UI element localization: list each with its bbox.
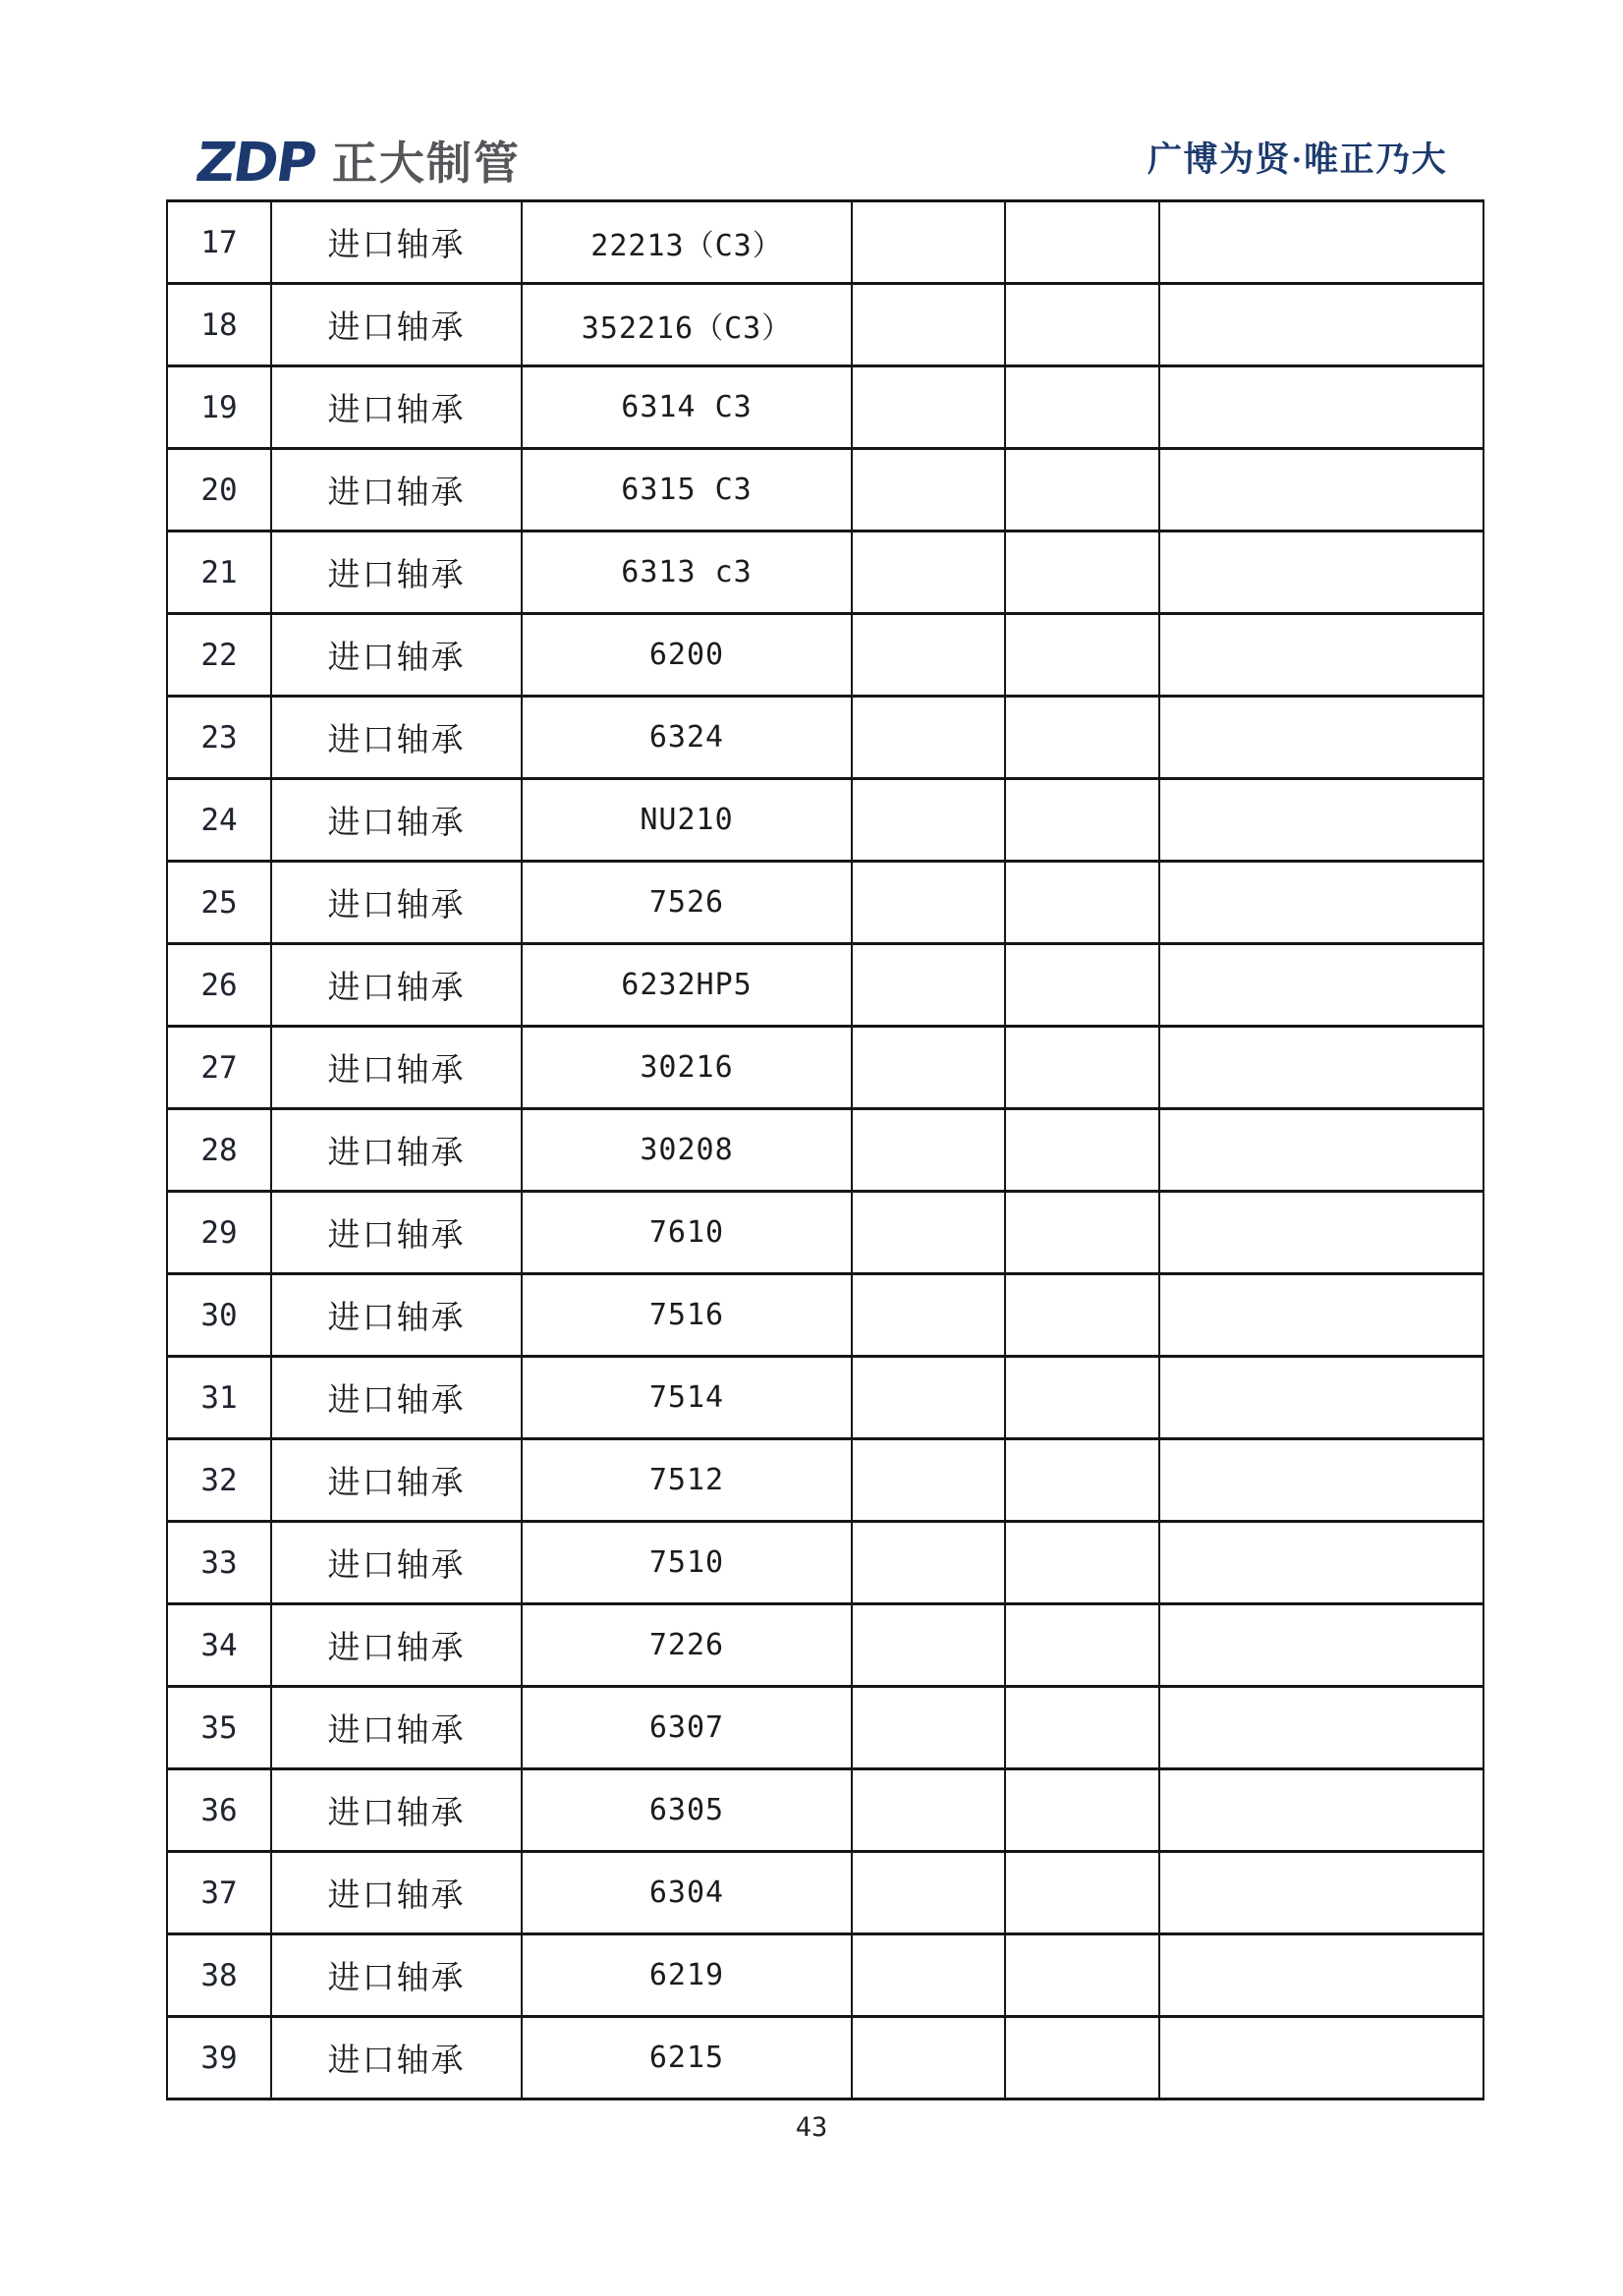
cell-empty [853,367,1006,450]
cell-model-number: NU210 [523,780,853,863]
cell-row-number: 30 [168,1275,272,1358]
cell-empty [1006,1853,1160,1935]
cell-empty [1006,615,1160,698]
bearings-table [166,199,1484,2100]
cell-item-name: 进口轴承 [272,367,523,450]
cell-empty [853,1688,1006,1770]
cell-row-number: 17 [168,202,272,285]
cell-empty [853,2018,1006,2100]
cell-empty [853,1028,1006,1110]
cell-empty [853,863,1006,945]
cell-model-number: 6307 [523,1688,853,1770]
cell-item-name: 进口轴承 [272,863,523,945]
cell-empty [1006,450,1160,532]
cell-model-number: 6232HP5 [523,945,853,1028]
cell-empty [1006,1358,1160,1440]
cell-item-name: 进口轴承 [272,1275,523,1358]
logo-zdp-mark: ZDP [192,131,319,194]
cell-empty [1006,367,1160,450]
cell-row-number: 36 [168,1770,272,1853]
cell-row-number: 37 [168,1853,272,1935]
cell-model-number: 6304 [523,1853,853,1935]
cell-row-number: 32 [168,1440,272,1523]
cell-model-number: 30216 [523,1028,853,1110]
cell-empty [1006,1935,1160,2018]
cell-empty [1160,1770,1484,1853]
cell-empty [1006,780,1160,863]
cell-empty [1160,1605,1484,1688]
cell-empty [1160,863,1484,945]
cell-row-number: 35 [168,1688,272,1770]
cell-empty [853,1358,1006,1440]
cell-empty [1160,1358,1484,1440]
cell-item-name: 进口轴承 [272,1770,523,1853]
cell-empty [1006,1110,1160,1193]
cell-item-name: 进口轴承 [272,1110,523,1193]
cell-empty [853,285,1006,367]
cell-row-number: 29 [168,1193,272,1275]
cell-item-name: 进口轴承 [272,532,523,615]
cell-item-name: 进口轴承 [272,615,523,698]
cell-row-number: 22 [168,615,272,698]
cell-empty [1006,1193,1160,1275]
cell-item-name: 进口轴承 [272,1440,523,1523]
cell-model-number: 6305 [523,1770,853,1853]
cell-item-name: 进口轴承 [272,698,523,780]
cell-row-number: 27 [168,1028,272,1110]
cell-empty [1006,532,1160,615]
cell-empty [1160,1028,1484,1110]
cell-empty [1160,780,1484,863]
cell-empty [1006,1028,1160,1110]
cell-empty [853,615,1006,698]
cell-row-number: 21 [168,532,272,615]
cell-empty [1160,1853,1484,1935]
cell-empty [1160,615,1484,698]
cell-empty [1160,367,1484,450]
cell-model-number: 6215 [523,2018,853,2100]
cell-row-number: 24 [168,780,272,863]
cell-empty [1006,945,1160,1028]
cell-model-number: 352216（C3） [523,285,853,367]
cell-row-number: 34 [168,1605,272,1688]
cell-empty [1006,285,1160,367]
cell-model-number: 7514 [523,1358,853,1440]
cell-empty [1160,202,1484,285]
cell-model-number: 6315 C3 [523,450,853,532]
cell-empty [1160,450,1484,532]
cell-row-number: 25 [168,863,272,945]
logo-company-name: 正大制管 [331,136,521,190]
cell-item-name: 进口轴承 [272,780,523,863]
cell-model-number: 22213（C3） [523,202,853,285]
cell-empty [853,202,1006,285]
cell-empty [1006,1605,1160,1688]
cell-empty [853,945,1006,1028]
cell-item-name: 进口轴承 [272,1605,523,1688]
cell-model-number: 6324 [523,698,853,780]
cell-item-name: 进口轴承 [272,1853,523,1935]
cell-empty [1160,285,1484,367]
cell-item-name: 进口轴承 [272,450,523,532]
cell-empty [1160,1193,1484,1275]
company-logo [192,131,521,194]
cell-empty [1160,945,1484,1028]
cell-item-name: 进口轴承 [272,2018,523,2100]
cell-empty [1160,1688,1484,1770]
cell-empty [1006,1275,1160,1358]
cell-model-number: 7510 [523,1523,853,1605]
cell-empty [1006,698,1160,780]
cell-row-number: 28 [168,1110,272,1193]
company-tagline: 广博为贤·唯正乃大 [1147,140,1448,179]
cell-row-number: 31 [168,1358,272,1440]
cell-empty [1006,2018,1160,2100]
cell-empty [853,1440,1006,1523]
cell-empty [1160,2018,1484,2100]
cell-model-number: 7512 [523,1440,853,1523]
cell-row-number: 20 [168,450,272,532]
cell-row-number: 38 [168,1935,272,2018]
cell-item-name: 进口轴承 [272,1193,523,1275]
cell-model-number: 7226 [523,1605,853,1688]
cell-empty [1160,1935,1484,2018]
cell-empty [1160,1110,1484,1193]
cell-model-number: 6313 c3 [523,532,853,615]
cell-empty [1006,863,1160,945]
cell-empty [1006,202,1160,285]
cell-model-number: 7516 [523,1275,853,1358]
cell-model-number: 7526 [523,863,853,945]
cell-empty [853,450,1006,532]
cell-model-number: 30208 [523,1110,853,1193]
cell-empty [1006,1523,1160,1605]
cell-item-name: 进口轴承 [272,285,523,367]
cell-model-number: 6200 [523,615,853,698]
cell-empty [853,1523,1006,1605]
cell-empty [853,1770,1006,1853]
cell-empty [1160,698,1484,780]
cell-row-number: 18 [168,285,272,367]
cell-empty [1160,1275,1484,1358]
cell-empty [853,1853,1006,1935]
cell-row-number: 26 [168,945,272,1028]
cell-empty [853,1275,1006,1358]
cell-model-number: 7610 [523,1193,853,1275]
cell-empty [1006,1688,1160,1770]
cell-row-number: 33 [168,1523,272,1605]
cell-empty [853,1193,1006,1275]
cell-item-name: 进口轴承 [272,1935,523,2018]
cell-model-number: 6219 [523,1935,853,2018]
cell-empty [1160,1440,1484,1523]
cell-item-name: 进口轴承 [272,1028,523,1110]
cell-empty [853,1935,1006,2018]
cell-row-number: 23 [168,698,272,780]
cell-empty [853,532,1006,615]
cell-empty [853,780,1006,863]
cell-empty [1160,1523,1484,1605]
cell-item-name: 进口轴承 [272,202,523,285]
cell-empty [853,1605,1006,1688]
page-number: 43 [795,2112,828,2143]
cell-row-number: 19 [168,367,272,450]
cell-item-name: 进口轴承 [272,1688,523,1770]
cell-empty [1006,1440,1160,1523]
cell-model-number: 6314 C3 [523,367,853,450]
cell-item-name: 进口轴承 [272,1358,523,1440]
cell-item-name: 进口轴承 [272,1523,523,1605]
cell-empty [853,1110,1006,1193]
cell-empty [853,698,1006,780]
cell-empty [1160,532,1484,615]
cell-item-name: 进口轴承 [272,945,523,1028]
cell-row-number: 39 [168,2018,272,2100]
cell-empty [1006,1770,1160,1853]
